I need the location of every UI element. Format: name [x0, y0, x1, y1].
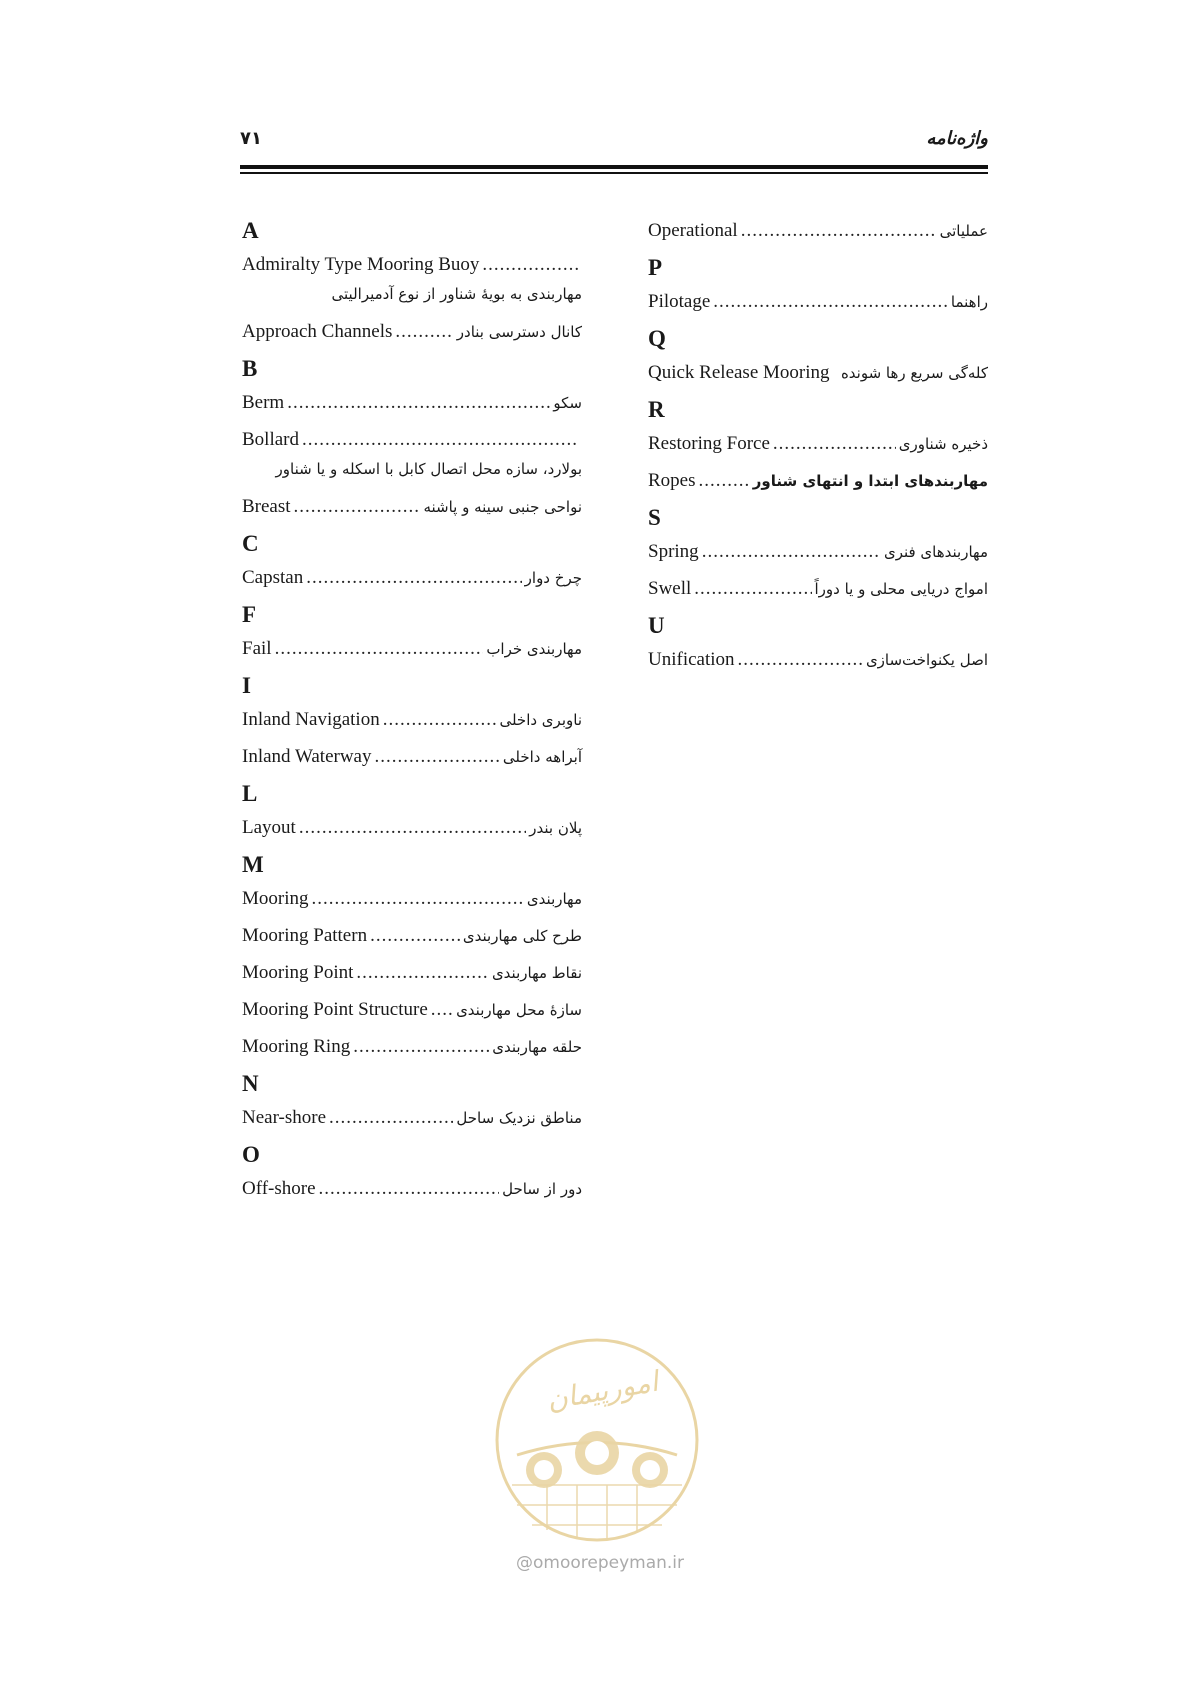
- section-letter-u: U: [648, 613, 665, 638]
- leader-dots: [306, 559, 521, 596]
- leader-dots: [713, 283, 948, 320]
- section-letter-b: B: [242, 356, 258, 381]
- term-en: Capstan: [242, 567, 304, 588]
- glossary-entry: [648, 283, 988, 320]
- glossary-entry: [242, 421, 582, 454]
- leader-dots: [383, 701, 497, 738]
- section-letter-l: L: [242, 781, 258, 806]
- leader-dots: [302, 421, 579, 458]
- leader-dots: [287, 384, 550, 421]
- term-en: Inland Waterway: [242, 746, 372, 767]
- term-fa: آبراهه داخلی: [502, 748, 582, 766]
- glossary-entry: [242, 630, 582, 667]
- leader-dots: [356, 954, 489, 991]
- term-fa: سازهٔ محل مهاربندی: [456, 1001, 582, 1019]
- term-fa: پلان بندر: [529, 819, 582, 837]
- leader-dots: [312, 880, 524, 917]
- term-fa: مناطق نزدیک ساحل: [456, 1109, 582, 1127]
- term-fa: راهنما: [950, 293, 988, 311]
- glossary-entry: [242, 1028, 582, 1065]
- glossary-entry: [242, 954, 582, 991]
- term-en: Layout: [242, 817, 296, 838]
- section-letter-i: I: [242, 673, 251, 698]
- term-fa: حلقه مهاربندی: [492, 1038, 582, 1056]
- term-en: Operational: [648, 220, 738, 241]
- term-en: Breast: [242, 496, 291, 517]
- leader-dots: [374, 738, 499, 775]
- glossary-entry: [242, 559, 582, 596]
- term-en: Inland Navigation: [242, 709, 380, 730]
- term-en: Admiralty Type Mooring Buoy: [242, 254, 480, 275]
- term-fa-continuation: بولارد، سازه محل اتصال کابل با اسکله و یا شناور: [275, 460, 582, 478]
- term-fa-continuation: مهاربندی به بویهٔ شناور از نوع آدمیرالیتی: [331, 285, 582, 303]
- term-en: Restoring Force: [648, 433, 770, 454]
- term-fa: سکو: [553, 394, 582, 412]
- leader-dots: [702, 533, 881, 570]
- leader-dots: [299, 809, 526, 846]
- leader-dots: [738, 641, 863, 678]
- section-letter-c: C: [242, 531, 259, 556]
- term-fa: ذخیره شناوری: [898, 435, 988, 453]
- header-rule-thin: [240, 172, 988, 174]
- glossary-entry: [242, 488, 582, 525]
- term-en: Mooring Pattern: [242, 925, 368, 946]
- term-en: Fail: [242, 638, 272, 659]
- term-fa: امواج دریایی محلی و یا دوراً: [814, 580, 988, 598]
- term-en: Off-shore: [242, 1178, 316, 1199]
- at-sign-icon: @: [515, 1553, 533, 1573]
- watermark-logo: [492, 1335, 702, 1565]
- leader-dots: [329, 1099, 453, 1136]
- term-en: Quick Release Mooring: [648, 362, 830, 383]
- term-fa: نواحی جنبی سینه و پاشنه: [423, 498, 582, 516]
- leader-dots: [353, 1028, 489, 1065]
- term-en: Mooring: [242, 888, 309, 909]
- leader-dots: [395, 313, 453, 350]
- term-en: Swell: [648, 578, 692, 599]
- section-letter-q: Q: [648, 326, 666, 351]
- glossary-entry: [648, 354, 988, 391]
- section-letter-f: F: [242, 602, 257, 627]
- glossary-entry: [242, 738, 582, 775]
- term-en: Bollard: [242, 429, 299, 450]
- glossary-entry: [648, 641, 988, 678]
- leader-dots: [294, 488, 421, 525]
- glossary-entry: [242, 384, 582, 421]
- glossary-entry: [242, 701, 582, 738]
- term-en: Unification: [648, 649, 735, 670]
- term-fa: نقاط مهاربندی: [491, 964, 582, 982]
- glossary-entry: [242, 313, 582, 350]
- term-fa: کانال دسترسی بنادر: [456, 323, 582, 341]
- section-letter-o: O: [242, 1142, 260, 1167]
- glossary-column-left: [242, 212, 582, 1207]
- section-letter-s: S: [648, 505, 661, 530]
- term-fa: عملیاتی: [939, 222, 988, 240]
- term-en: Berm: [242, 392, 285, 413]
- header-rule-thick: [240, 165, 988, 169]
- page-header: [240, 128, 988, 152]
- watermark-url-text: omoorepeyman.ir: [532, 1553, 685, 1573]
- term-en: Spring: [648, 541, 699, 562]
- leader-dots: [741, 212, 937, 249]
- glossary-column-right: [648, 212, 988, 678]
- leader-dots: [482, 246, 579, 283]
- glossary-entry: [242, 1170, 582, 1207]
- section-letter-a: A: [242, 218, 259, 243]
- leader-dots: [370, 917, 460, 954]
- term-fa: چرخ دوار: [524, 569, 582, 587]
- section-letter-r: R: [648, 397, 665, 422]
- term-en: Mooring Point: [242, 962, 354, 983]
- glossary-entry: [242, 917, 582, 954]
- section-letter-n: N: [242, 1071, 259, 1096]
- term-fa: دور از ساحل: [502, 1180, 582, 1198]
- term-fa: مهاربندی خراب: [486, 640, 582, 658]
- page-number: ۷۱: [240, 128, 262, 149]
- leader-dots: [694, 570, 811, 607]
- running-title: واژه‌نامه: [926, 128, 988, 149]
- term-fa: اصل یکنواخت‌سازی: [865, 651, 988, 669]
- glossary-entry: [242, 880, 582, 917]
- glossary-entry: [648, 212, 988, 249]
- term-fa: ناوبری داخلی: [499, 711, 582, 729]
- term-fa: مهاربندهای فنری: [883, 543, 988, 561]
- term-en: Ropes: [648, 470, 696, 491]
- watermark-url: [500, 1553, 700, 1573]
- term-en: Pilotage: [648, 291, 711, 312]
- term-fa: مهاربندی: [526, 890, 582, 908]
- leader-dots: [773, 425, 896, 462]
- term-fa: کله‌گی سریع رها شونده: [840, 364, 988, 382]
- leader-dots: [319, 1170, 500, 1207]
- term-en: Mooring Ring: [242, 1036, 351, 1057]
- term-en: Approach Channels: [242, 321, 393, 342]
- leader-dots: [431, 991, 453, 1028]
- glossary-entry: [242, 991, 582, 1028]
- glossary-entry: [242, 809, 582, 846]
- watermark-logo-text: امورپیمان: [544, 1364, 661, 1417]
- glossary-entry: [242, 246, 582, 279]
- term-fa: مهاربندهای ابتدا و انتهای شناور: [752, 472, 988, 490]
- glossary-entry: [648, 462, 988, 499]
- term-en: Mooring Point Structure: [242, 999, 428, 1020]
- glossary-entry: [648, 425, 988, 462]
- term-en: Near-shore: [242, 1107, 327, 1128]
- leader-dots: [275, 630, 484, 667]
- section-letter-p: P: [648, 255, 663, 280]
- term-fa: طرح کلی مهاربندی: [462, 927, 582, 945]
- glossary-entry: [648, 570, 988, 607]
- glossary-entry: [242, 1099, 582, 1136]
- leader-dots: [699, 462, 750, 499]
- glossary-entry: [648, 533, 988, 570]
- section-letter-m: M: [242, 852, 264, 877]
